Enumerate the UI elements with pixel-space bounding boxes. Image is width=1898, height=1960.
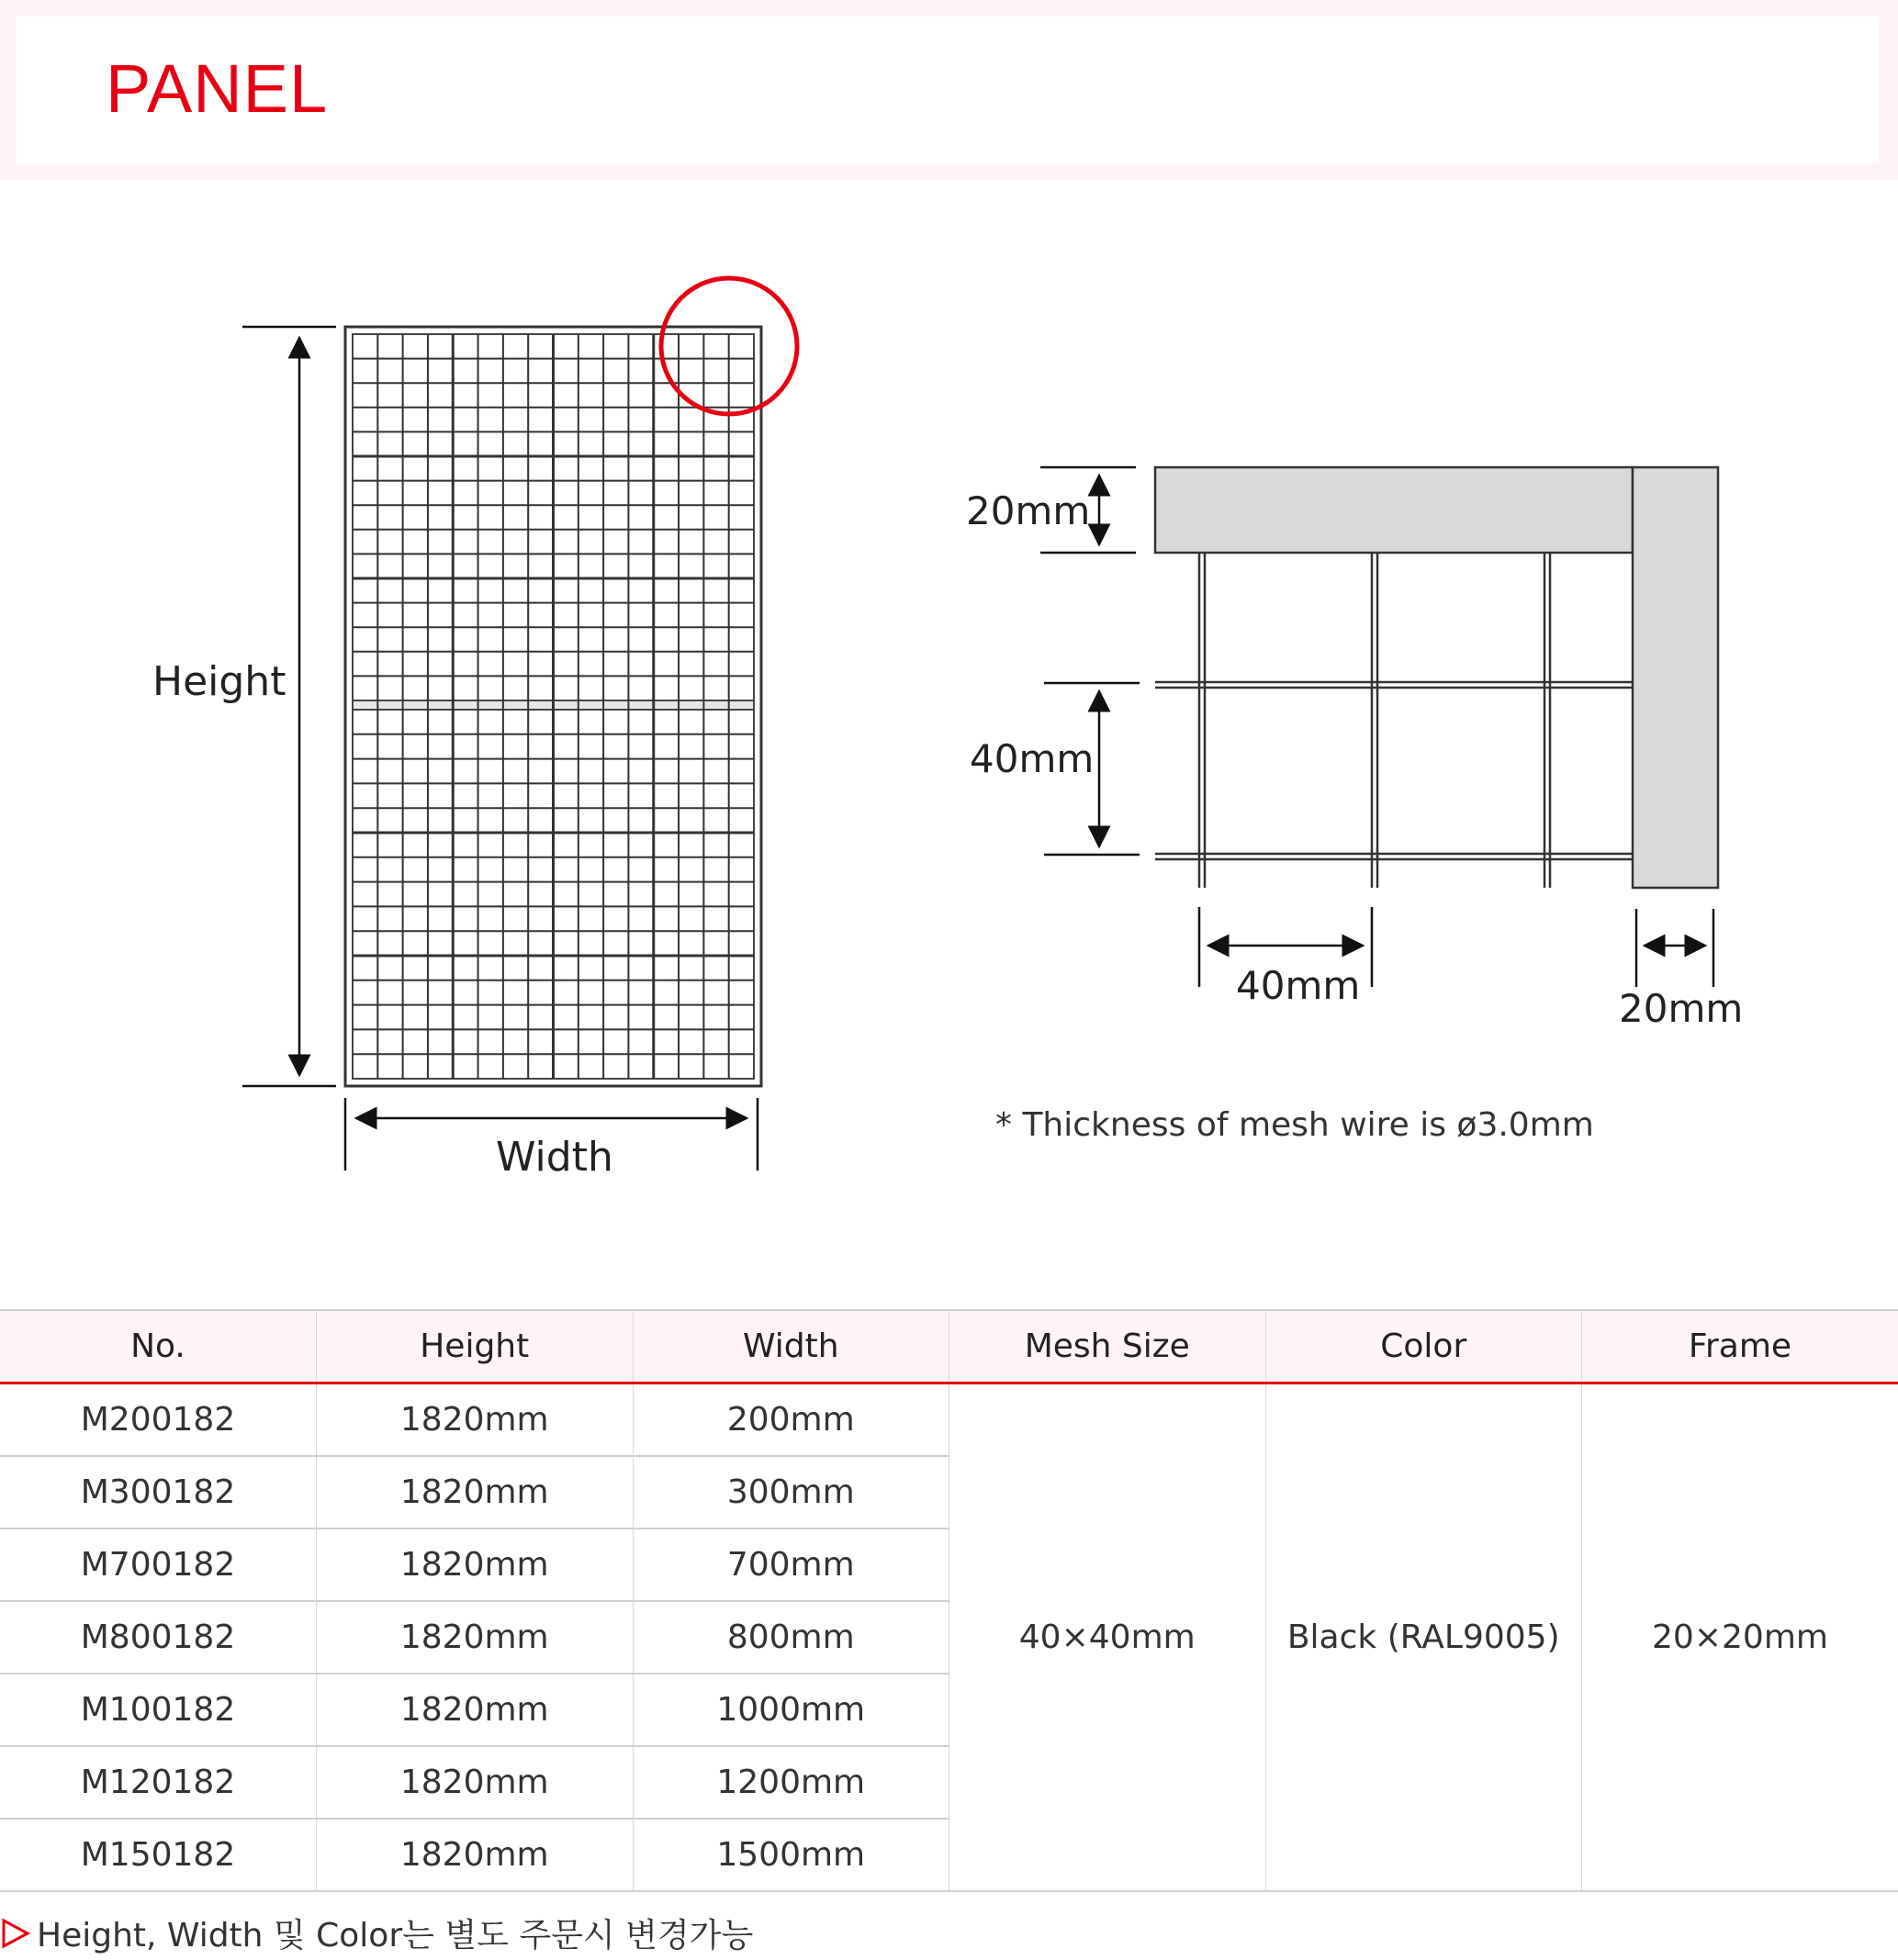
footnote [0,1910,753,1956]
header-height: Height [317,1310,634,1383]
spec-table [0,1309,1898,1892]
detail-view [1155,467,1718,888]
cell-width: 1000mm [633,1674,949,1746]
cell-no: M300182 [0,1456,317,1529]
footnote-text: Height, Width 및 Color는 별도 주문시 변경가능 [37,1917,754,1954]
cell-frame: 20×20mm [1582,1383,1898,1892]
height-label: Height [152,658,286,705]
height-dimension [242,327,336,1086]
cell-no: M120182 [0,1746,317,1819]
cell-mesh-size: 40×40mm [949,1383,1266,1892]
cell-height: 1820mm [317,1746,634,1819]
panel-frame [345,327,761,1086]
cell-height: 1820mm [317,1529,634,1601]
cell-no: M700182 [0,1529,317,1601]
table-row [0,1383,1898,1457]
cell-height: 1820mm [317,1383,634,1457]
header-no: No. [0,1310,317,1383]
cell-width: 1200mm [633,1746,949,1819]
header-mesh-size: Mesh Size [949,1310,1266,1383]
cell-no: M200182 [0,1383,317,1457]
header-width: Width [633,1310,949,1383]
cell-height: 1820mm [317,1674,634,1746]
frame-side-label: 20mm [1619,986,1744,1031]
header-color: Color [1265,1310,1582,1383]
wire-thickness-note: * Thickness of mesh wire is ø3.0mm [995,1106,1594,1144]
header-frame: Frame [1582,1310,1898,1383]
width-label: Width [496,1134,613,1181]
cell-width: 700mm [633,1529,949,1601]
table-header-row [0,1310,1898,1383]
mesh-vertical-label: 40mm [970,736,1095,781]
cell-no: M100182 [0,1674,317,1746]
cell-height: 1820mm [317,1456,634,1529]
cell-width: 300mm [633,1456,949,1529]
cell-color: Black (RAL9005) [1265,1383,1582,1892]
cell-width: 1500mm [633,1819,949,1891]
cell-width: 800mm [633,1601,949,1674]
cell-height: 1820mm [317,1819,634,1891]
frame-top-label: 20mm [966,488,1091,533]
cell-no: M800182 [0,1601,317,1674]
cell-width: 200mm [633,1383,949,1457]
page-title: PANEL [106,50,329,127]
cell-no: M150182 [0,1819,317,1891]
cell-height: 1820mm [317,1601,634,1674]
triangle-right-icon [0,1917,31,1950]
mesh-horizontal-label: 40mm [1236,963,1361,1008]
